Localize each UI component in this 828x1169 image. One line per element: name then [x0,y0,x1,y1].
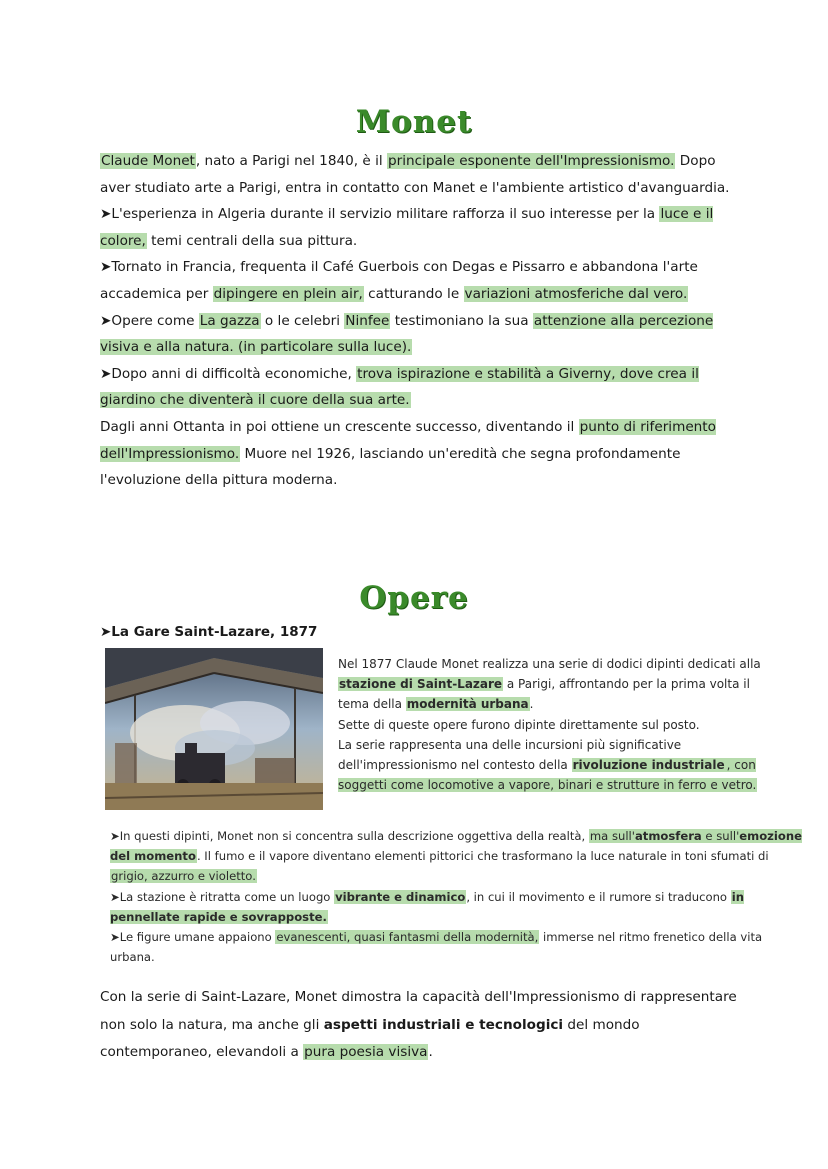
highlight: variazioni atmosferiche dal vero. [464,285,688,302]
arrow-bullet-icon: ➤ [110,829,120,843]
arrow-bullet-icon: ➤ [110,930,120,945]
arrow-bullet-icon: ➤ [100,206,112,223]
arrow-bullet-icon: ➤ [100,365,112,382]
work-analysis-list: ➤In questi dipinti, Monet non si concentra sulla descrizione oggettiva della realtà, ma sull'atmosfera e sull'emozione del momento. Il fumo e il vapore diventano elementi pittorici che trasformano la luce naturale in toni sfumati di grigio, azzurro e violetto. ➤La stazione è ritratta come un luogo vibrante e dinamico, in cui il movimento e il rumore si traducono in pennellate rapide e sovrapposte. ➤Le figure umane appaiono evanescenti, quasi fantasmi della modernità, immerse nel ritmo frenetico della vita urbana. [110,829,802,965]
highlight: grigio, azzurro e violetto. [111,869,256,884]
highlight: attenzione alla percezione visiva e alla natura. (in particolare sulla luce). [100,312,714,356]
highlight: Ninfee [345,312,390,329]
highlight: modernità urbana [406,697,529,712]
conclusion-text: Con la serie di Saint-Lazare, Monet dimostra la capacità dell'Impressionismo di rappresentare non solo la natura, ma anche gli aspetti industriali e tecnologici del mondo contemporaneo, elevandoli a pura poesia visiva. [100,989,737,1060]
page-title: Monet [355,104,473,140]
arrow-bullet-icon: ➤ [100,312,112,329]
highlight: punto di riferimento dell'Impressionismo. [100,418,716,462]
arrow-bullet-icon: ➤ [100,259,112,276]
highlight: in pennellate rapide e sovrapposte. [110,889,744,924]
highlight: Claude Monet [101,153,195,169]
highlight: vibrante e dinamico [335,889,466,904]
work-heading: ➤La Gare Saint-Lazare, 1877 [100,624,318,640]
highlight: evanescenti, quasi fantasmi della modernità, [276,930,539,945]
painting-gare-saint-lazare [105,648,323,810]
highlight: principale esponente dell'Impressionismo. [387,153,675,169]
highlight: La gazza [199,312,260,329]
work-description: Nel 1877 Claude Monet realizza una serie di dodici dipinti dedicati alla stazione di Saint-Lazare a Parigi, affrontando per la prima volta il tema della modernità urbana. Sette di queste opere furono dipinte direttamente sul posto. La serie rappresenta una delle incursioni più significative dell'impressionismo nel contesto della rivoluzione industriale , con soggetti come locomotive a vapore, binari e strutture in ferro e vetro. [338,657,761,793]
highlight: trova ispirazione e stabilità a Giverny, dove crea il giardino che diventerà il cuore della sua arte. [100,365,699,409]
highlight: rivoluzione industriale [572,758,725,773]
highlight: , con soggetti come locomotive a vapore, binari e strutture in ferro e vetro. [338,758,757,793]
highlight: stazione di Saint-Lazare [339,677,503,692]
section-title-opere: Opere [359,580,469,616]
highlight: luce e il colore, [100,206,714,249]
biography-text: Claude Monet, nato a Parigi nel 1840, è il principale esponente dell'Impressionismo. Dopo aver studiato arte a Parigi, entra in contatto con Manet e l'ambiente artistico d'avanguardia. ➤L'esperienza in Algeria durante il servizio militare rafforza il suo interesse per la luce e il colore, temi centrali della sua pittura. ➤Tornato in Francia, frequenta il Café Guerbois con Degas e Pissarro e abbandona l'arte accademica per dipingere en plein air, catturando le variazioni atmosferiche dal vero. ➤Opere come La gazza o le celebri Ninfee testimoniano la sua attenzione alla percezione visiva e alla natura. (in particolare sulla luce). ➤Dopo anni di difficoltà economiche, trova ispirazione e stabilità a Giverny, dove crea il giardino che diventerà il cuore della sua arte. Dagli anni Ottanta in poi ottiene un crescente successo, diventando il punto di riferimento dell'Impressionismo. Muore nel 1926, lasciando un'eredità che segna profondamente l'evoluzione della pittura moderna. [100,153,730,489]
highlight: pura poesia visiva [304,1044,428,1060]
highlight: ma sull'atmosfera e sull'emozione del momento [110,829,802,864]
highlight: dipingere en plein air, [213,285,363,302]
arrow-bullet-icon: ➤ [110,889,120,904]
